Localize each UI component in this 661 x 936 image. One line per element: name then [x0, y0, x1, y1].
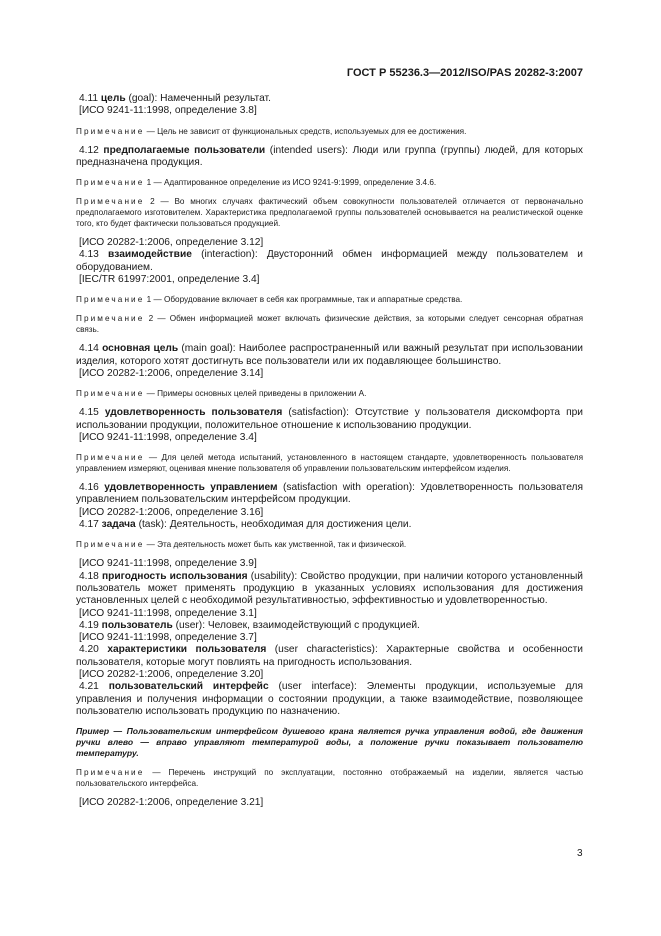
term-reference: [ИСО 20282-1:2006, определение 3.12] — [79, 237, 264, 249]
term-title: удовлетворенность пользователя — [104, 407, 283, 419]
term-title: характеристики пользователя — [107, 644, 267, 656]
term-reference: [ИСО 9241-11:1998, определение 3.8] — [79, 105, 257, 117]
term-reference: [ИСО 20282-1:2006, определение 3.16] — [79, 506, 264, 518]
term-title: предполагаемые пользователи — [103, 144, 266, 156]
term-4-21: 4.21 пользовательский интерфейс (user interface): Элементы продукции, используемые для управления и получения информации о состоянии продукции, а также взаимодействие, позволяющее пользователю использовать продукцию по назначению. — [76, 681, 583, 717]
term-4-15: 4.15 удовлетворенность пользователя (satisfaction): Отсутствие у пользователя дискомфорта при использовании продукции, положительное отношение к использованию продукции. — [76, 407, 583, 431]
term-4-13: 4.13 взаимодействие (interaction): Двусторонний обмен информацией между пользователем и оборудованием. — [76, 249, 583, 273]
standard-header: ГОСТ Р 55236.3—2012/ISO/PAS 20282-3:2007 — [346, 67, 583, 79]
term-4-17: 4.17 задача (task): Деятельность, необходимая для достижения цели. — [79, 519, 412, 531]
term-reference: [ИСО 9241-11:1998, определение 3.9] — [79, 558, 257, 570]
term-note: Примечание 2 — Обмен информацией может включать физические действия, за которыми следует сенсорная обратная связь. — [76, 314, 583, 335]
term-note: Примечание 2 — Во многих случаях фактический объем совокупности пользователей отличается от первоначально предполагаемого изготовителем. Характеристика предполагаемой группы пользователей основывается на реалистической оценке того, кто будет фактически пользоваться продукцией. — [76, 197, 583, 229]
term-reference: [ИСО 20282-1:2006, определение 3.20] — [79, 669, 264, 681]
term-note: Примечание 1 — Оборудование включает в себя как программные, так и аппаратные средства. — [76, 295, 463, 305]
term-reference: [ИСО 9241-11:1998, определение 3.4] — [79, 431, 257, 443]
term-reference: [ИСО 20282-1:2006, определение 3.21] — [79, 797, 264, 809]
term-title: пользовательский интерфейс — [108, 681, 269, 693]
term-4-18: 4.18 пригодность использования (usability): Свойство продукции, при наличии которого установленный пользователь может применять продукцию в указанных условиях использования для достижения установленных целей с необходимой результативностью, эффективностью и удовлетворенностью. — [76, 570, 583, 607]
term-note: Примечание — Примеры основных целей приведены в приложении А. — [76, 389, 367, 399]
term-example: Пример — Пользовательским интерфейсом душевого крана является ручка управления водой, где движения ручки влево — вправо управляют температурой воды, а положение ручки показывает пользователю температуру. — [76, 726, 583, 759]
term-title: удовлетворенность управлением — [104, 482, 278, 494]
term-reference: [ИСО 9241-11:1998, определение 3.1] — [79, 607, 257, 619]
term-reference: [ИСО 9241-11:1998, определение 3.7] — [79, 632, 257, 644]
term-4-19: 4.19 пользователь (user): Человек, взаимодействующий с продукцией. — [79, 619, 420, 631]
term-title: пользователь — [101, 619, 173, 631]
page-number: 3 — [577, 848, 583, 859]
term-note: Примечание — Эта деятельность может быть как умственной, так и физической. — [76, 540, 407, 550]
term-note: Примечание 1 — Адаптированное определение из ИСО 9241-9:1999, определение 3.4.6. — [76, 178, 437, 188]
term-4-12: 4.12 предполагаемые пользователи (intended users): Люди или группа (группы) людей, для которых предназначена продукция. — [76, 144, 583, 168]
term-note: Примечание — Цель не зависит от функциональных средств, используемых для ее достижения. — [76, 126, 467, 136]
term-title: основная цель — [102, 343, 179, 355]
terms-content — [76, 93, 583, 810]
term-note: Примечание — Для целей метода испытаний, установленного в настоящем стандарте, удовлетворенность пользователя управлением измеряют, оценивая мнение пользователя об управлении пользовательским интерфейсом изделия. — [76, 453, 583, 474]
term-title: цель — [100, 93, 126, 104]
term-title: взаимодействие — [108, 249, 192, 261]
term-4-11: 4.11 цель (goal): Намеченный результат. — [79, 93, 271, 104]
term-title: задача — [101, 519, 136, 531]
term-4-14: 4.14 основная цель (main goal): Наиболее распространенный или важный результат при использовании изделия, которого хотят достигнуть все пользователи или их подавляющее большинство. — [76, 343, 583, 367]
term-reference: [ИСО 20282-1:2006, определение 3.14] — [79, 367, 264, 379]
term-reference: [IEC/TR 61997:2001, определение 3.4] — [79, 274, 260, 286]
term-note: Примечание — Перечень инструкций по эксплуатации, постоянно отображаемый на изделии, является частью пользовательского интерфейса. — [76, 768, 583, 789]
term-4-20: 4.20 характеристики пользователя (user characteristics): Характерные свойства и особенности пользователя, которые могут повлиять на пригодность использования. — [76, 644, 583, 668]
term-title: пригодность использования — [102, 570, 248, 582]
term-4-16: 4.16 удовлетворенность управлением (satisfaction with operation): Удовлетворенность пользователя управлением пользовательским интерфейсом продукции. — [76, 482, 583, 506]
